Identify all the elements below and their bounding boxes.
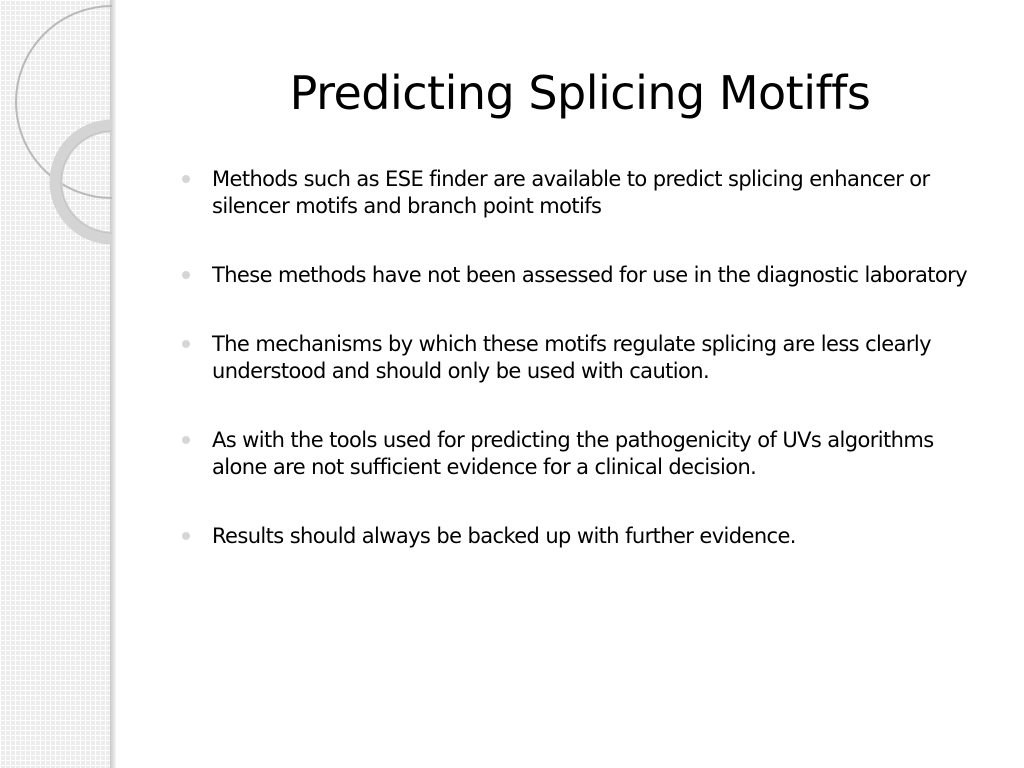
bullet-text: The mechanisms by which these motifs regulate splicing are less clearly understood and should only be used with caution. [212,332,931,383]
bullet-dot-icon [182,271,190,279]
slide-title: Predicting Splicing Motiffs [289,66,871,120]
bullet-dot-icon [182,340,190,348]
bullet-text: These methods have not been assessed for use in the diagnostic laboratory [212,263,968,287]
bullet-item [182,523,982,550]
bullet-text: Methods such as ESE finder are available to predict splicing enhancer or silencer motifs and branch point motifs [212,167,930,218]
bullet-text: Results should always be backed up with further evidence. [212,524,796,548]
bullet-item [182,262,982,289]
decorative-rings [0,0,130,260]
bullet-item [182,427,982,481]
bullet-dot-icon [182,175,190,183]
bullet-text: As with the tools used for predicting the pathogenicity of UVs algorithms alone are not sufficient evidence for a clinical decision. [212,428,934,479]
bullet-dot-icon [182,436,190,444]
bullet-item [182,331,982,385]
bullet-list [182,166,982,592]
bullet-item [182,166,982,220]
bullet-dot-icon [182,532,190,540]
